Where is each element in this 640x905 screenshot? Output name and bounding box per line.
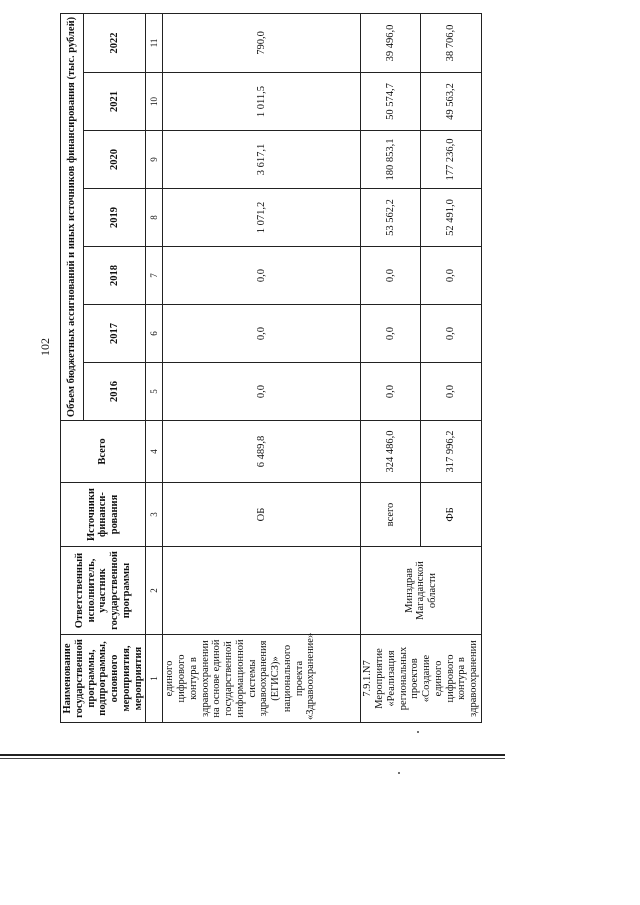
- footer-rule: [0, 754, 505, 756]
- row-value-2022: 790,0: [163, 13, 361, 72]
- row-source: ФБ: [421, 483, 482, 547]
- row-value-2019: 53 562,2: [361, 189, 421, 247]
- row-value-2017: 0,0: [361, 305, 421, 363]
- row-value-2020: 3 617,1: [163, 131, 361, 189]
- scan-speck: [417, 731, 419, 733]
- header-executor: Ответственный исполнитель, участник государственной программы: [61, 547, 146, 635]
- scan-speck: [398, 772, 400, 774]
- column-number: 3: [146, 483, 163, 547]
- page-number: 102: [38, 338, 52, 356]
- header-year-2021: 2021: [84, 73, 146, 131]
- row-value-2019: 1 071,2: [163, 189, 361, 247]
- column-number: 6: [146, 305, 163, 363]
- column-number: 10: [146, 73, 163, 131]
- row-value-2020: 180 853,1: [361, 131, 421, 189]
- row-source: ОБ: [163, 483, 361, 547]
- row-value-2018: 0,0: [361, 247, 421, 305]
- header-year-2020: 2020: [84, 131, 146, 189]
- row-total: 6 489,8: [163, 421, 361, 483]
- row-total: 317 996,2: [421, 421, 482, 483]
- row-value-2016: 0,0: [361, 363, 421, 421]
- header-year-2022: 2022: [84, 13, 146, 72]
- column-number: 1: [146, 635, 163, 723]
- row-value-2021: 50 574,7: [361, 73, 421, 131]
- table-row: [163, 13, 361, 722]
- table-row: [361, 13, 421, 722]
- footer-rule-thin: [0, 758, 505, 759]
- row-total: 324 486,0: [361, 421, 421, 483]
- row-value-2018: 0,0: [421, 247, 482, 305]
- row-value-2017: 0,0: [163, 305, 361, 363]
- row-name: 7.9.1.N7 Мероприятие «Реализация региональных проектов «Создание единого цифрового контура в здравоохранении: [361, 635, 482, 723]
- row-value-2019: 52 491,0: [421, 189, 482, 247]
- row-value-2016: 0,0: [421, 363, 482, 421]
- row-value-2018: 0,0: [163, 247, 361, 305]
- column-number: 11: [146, 13, 163, 72]
- column-number: 5: [146, 363, 163, 421]
- column-number: 2: [146, 547, 163, 635]
- row-value-2022: 38 706,0: [421, 13, 482, 72]
- column-number: 7: [146, 247, 163, 305]
- row-value-2017: 0,0: [421, 305, 482, 363]
- row-source: всего: [361, 483, 421, 547]
- row-value-2021: 49 563,2: [421, 73, 482, 131]
- header-year-2016: 2016: [84, 363, 146, 421]
- column-number-row: [146, 13, 163, 722]
- funding-table: [60, 13, 482, 723]
- header-funding-group: Объем бюджетных ассигнований и иных источников финансирования (тыс. рублей): [61, 13, 84, 420]
- row-name: единого цифрового контура в здравоохранении на основе единой государственной информационной системы здравоохранения (ЕГИСЗ)» национального проекта «Здравоохранение»: [163, 635, 361, 723]
- row-executor: Минздрав Магаданской области: [361, 547, 482, 635]
- column-number: 8: [146, 189, 163, 247]
- rotated-page-content: [60, 14, 479, 723]
- header-total: Всего: [61, 421, 146, 483]
- row-executor: [163, 547, 361, 635]
- row-value-2020: 177 236,0: [421, 131, 482, 189]
- header-year-2017: 2017: [84, 305, 146, 363]
- column-number: 9: [146, 131, 163, 189]
- header-source: Источники финанси-рования: [61, 483, 146, 547]
- header-name: Наименование государственной программы, подпрограммы, основного мероприятия, мероприятия: [61, 635, 146, 723]
- row-value-2021: 1 011,5: [163, 73, 361, 131]
- row-value-2022: 39 496,0: [361, 13, 421, 72]
- column-number: 4: [146, 421, 163, 483]
- row-value-2016: 0,0: [163, 363, 361, 421]
- header-year-2018: 2018: [84, 247, 146, 305]
- header-year-2019: 2019: [84, 189, 146, 247]
